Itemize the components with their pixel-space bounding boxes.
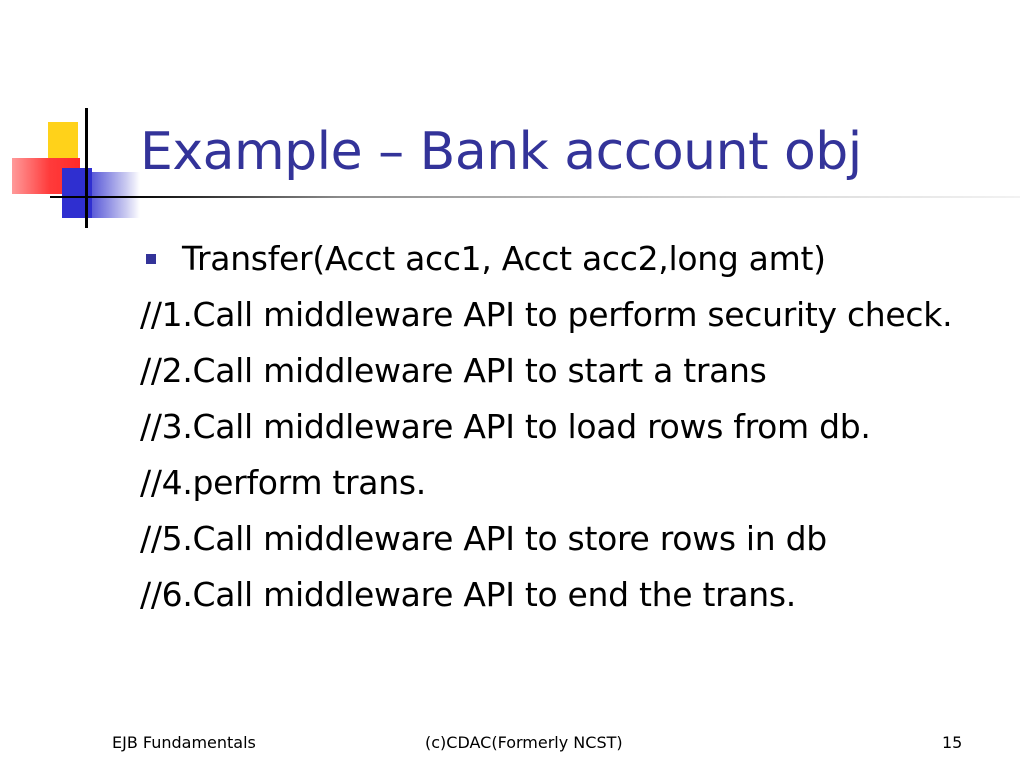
title-underline — [50, 196, 1020, 198]
page-number: 15 — [942, 733, 963, 752]
slide-title: Example – Bank account obj — [140, 122, 862, 182]
blue-gradient-square — [92, 172, 140, 218]
code-comment-line-5: //5.Call middleware API to store rows in db — [140, 519, 827, 558]
vertical-divider — [85, 108, 88, 228]
code-comment-line-4: //4.perform trans. — [140, 463, 426, 502]
code-comment-line-3: //3.Call middleware API to load rows from db. — [140, 407, 871, 446]
corner-logo-decoration — [0, 100, 150, 230]
square-bullet-icon — [146, 254, 156, 264]
bullet-item — [140, 235, 1000, 283]
bullet-text: Transfer(Acct acc1, Acct acc2,long amt) — [182, 239, 826, 278]
footer-title: EJB Fundamentals — [112, 733, 256, 752]
slide-body — [140, 235, 1000, 627]
code-comment-line-2: //2.Call middleware API to start a trans — [140, 351, 767, 390]
code-comment-line-6: //6.Call middleware API to end the trans. — [140, 575, 796, 614]
code-comment-line-1: //1.Call middleware API to perform security check. — [140, 295, 953, 334]
footer-copyright: (c)CDAC(Formerly NCST) — [425, 733, 623, 752]
